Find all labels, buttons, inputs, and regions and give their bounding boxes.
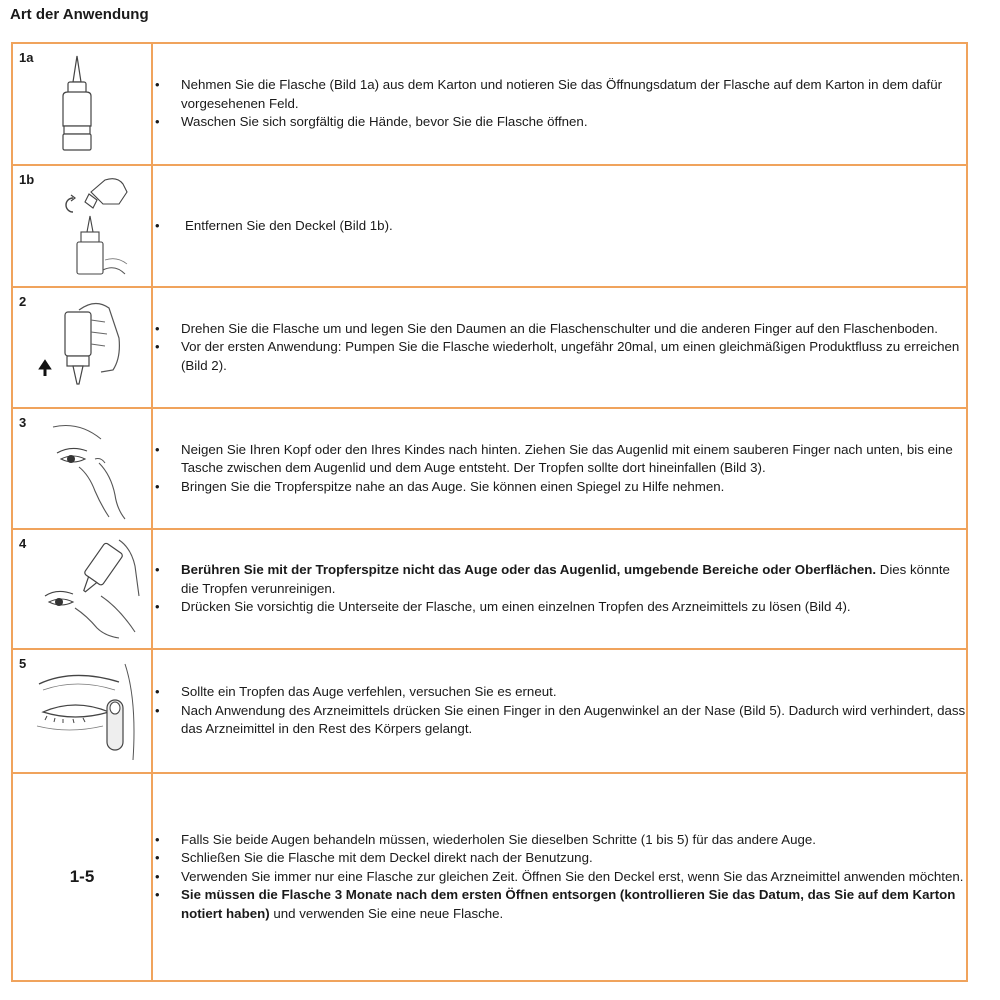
instruction-item: • Nach Anwendung des Arzneimittels drücken Sie einen Finger in den Augenwinkel an der Nase (Bild 5). Dadurch wird verhindert, dass das Arzneimittel in den Rest des Körpers gelangt. [153, 702, 966, 739]
step-text-cell [152, 529, 967, 649]
instruction-item: • Nehmen Sie die Flasche (Bild 1a) aus dem Karton und notieren Sie das Öffnungsdatum der Flasche auf dem Karton in dem dafür vorgesehenen Feld. [153, 76, 966, 113]
apply-drop-icon [39, 536, 143, 642]
instruction-item: • Verwenden Sie immer nur eine Flasche zur gleichen Zeit. Öffnen Sie den Deckel erst, wenn Sie das Arzneimittel anwenden möchten. [153, 868, 966, 887]
step-number: 1b [19, 172, 35, 187]
instruction-item: • Sie müssen die Flasche 3 Monate nach dem ersten Öffnen entsorgen (kontrollieren Sie das Datum, das Sie auf dem Karton notiert haben) und verwenden Sie eine neue Flasche. [153, 886, 966, 923]
step-text-cell [152, 43, 967, 165]
instruction-item: • Entfernen Sie den Deckel (Bild 1b). [153, 217, 966, 236]
instruction-list [153, 76, 966, 132]
step-number: 5 [19, 656, 27, 671]
instruction-item: • Bringen Sie die Tropferspitze nahe an das Auge. Sie können einen Spiegel zu Hilfe nehmen. [153, 478, 966, 497]
step-row-1a [12, 43, 967, 165]
page-title: Art der Anwendung [10, 6, 149, 23]
step-image-cell [12, 773, 152, 981]
instruction-list [153, 683, 966, 739]
step-image-cell [12, 649, 152, 773]
step-number: 3 [19, 415, 27, 430]
instruction-list [153, 217, 966, 236]
instruction-item: • Neigen Sie Ihren Kopf oder den Ihres Kindes nach hinten. Ziehen Sie das Augenlid mit einem sauberen Finger nach unten, bis eine Tasche zwischen dem Augenlid und dem Auge entsteht. Der Tropfen sollte dort hineinfallen (Bild 3). [153, 441, 966, 478]
step-image-cell [12, 529, 152, 649]
instruction-list [153, 320, 966, 376]
step-row-2 [12, 287, 967, 408]
step-image-cell [12, 165, 152, 287]
step-text-cell [152, 165, 967, 287]
instruction-item: • Falls Sie beide Augen behandeln müssen, wiederholen Sie dieselben Schritte (1 bis 5) für das andere Auge. [153, 831, 966, 850]
step-row-1-5 [12, 773, 967, 981]
instruction-table [11, 42, 968, 982]
step-row-3 [12, 408, 967, 529]
instruction-item: • Sollte ein Tropfen das Auge verfehlen, versuchen Sie es erneut. [153, 683, 966, 702]
pull-eyelid-icon [49, 419, 139, 521]
step-image-cell [12, 408, 152, 529]
instruction-list [153, 561, 966, 617]
step-text-cell [152, 287, 967, 408]
step-number: 4 [19, 536, 27, 551]
instruction-item: • Waschen Sie sich sorgfältig die Hände, bevor Sie die Flasche öffnen. [153, 113, 966, 132]
instruction-item: • Berühren Sie mit der Tropferspitze nicht das Auge oder das Augenlid, umgebende Bereiche oder Oberflächen. Dies könnte die Tropfen verunreinigen. [153, 561, 966, 598]
remove-cap-icon [43, 174, 133, 279]
press-eye-corner-icon [33, 660, 143, 766]
instruction-list [153, 441, 966, 497]
step-number: 2 [19, 294, 27, 309]
step-row-4 [12, 529, 967, 649]
step-text-cell [152, 408, 967, 529]
step-image-cell [12, 43, 152, 165]
step-number: 1a [19, 50, 34, 65]
step-image-cell [12, 287, 152, 408]
step-text-cell [152, 649, 967, 773]
instruction-list [153, 831, 966, 924]
instruction-item: • Schließen Sie die Flasche mit dem Deckel direkt nach der Benutzung. [153, 849, 966, 868]
step-row-5 [12, 649, 967, 773]
instruction-item: • Drehen Sie die Flasche um und legen Sie den Daumen an die Flaschenschulter und die anderen Finger auf den Flaschenboden. [153, 320, 966, 339]
step-text-cell [152, 773, 967, 981]
step-row-1b [12, 165, 967, 287]
step-number: 1-5 [69, 867, 95, 886]
pump-bottle-hand-icon [35, 298, 125, 398]
instruction-item: • Vor der ersten Anwendung: Pumpen Sie die Flasche wiederholt, ungefähr 20mal, um einen gleichmäßigen Produktfluss zu erreichen (Bild 2). [153, 338, 966, 375]
eye-drop-bottle-closed-icon [57, 54, 97, 154]
instruction-item: • Drücken Sie vorsichtig die Unterseite der Flasche, um einen einzelnen Tropfen des Arzneimittels zu lösen (Bild 4). [153, 598, 966, 617]
